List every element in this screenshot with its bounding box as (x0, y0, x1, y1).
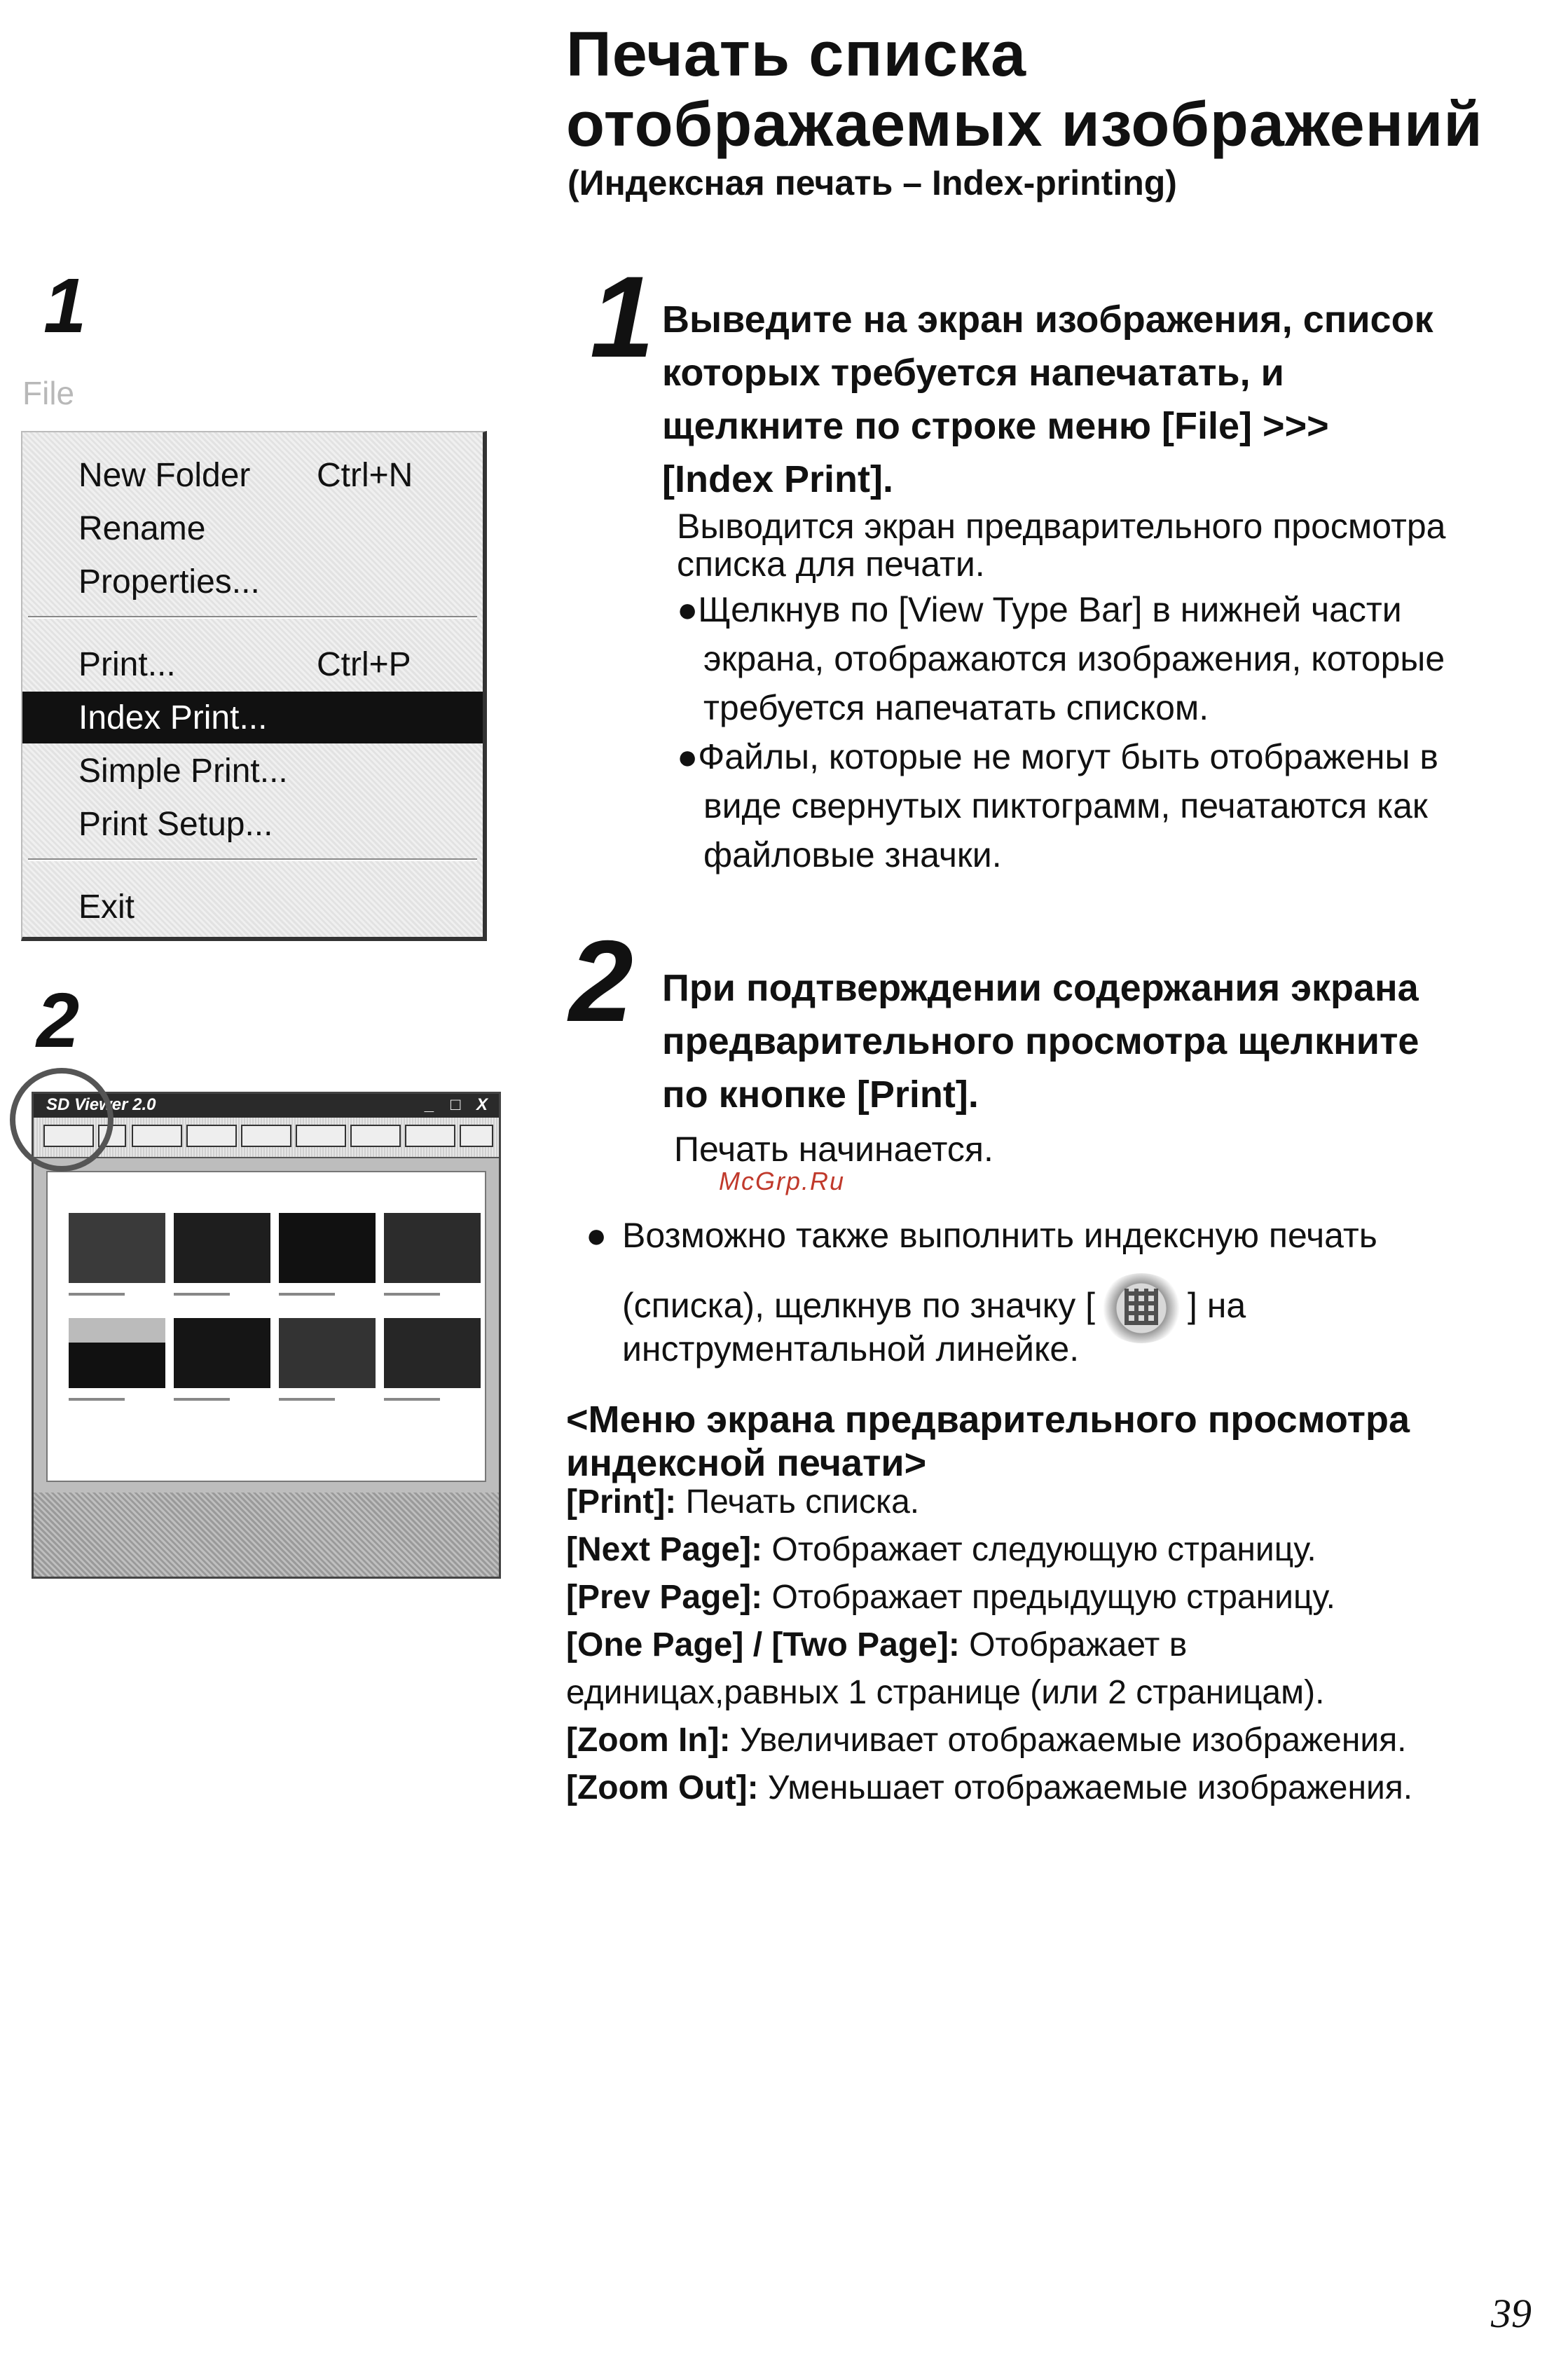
step-1-number: 1 (590, 252, 654, 381)
toolbar-button[interactable] (460, 1125, 493, 1147)
index-print-icon[interactable] (1099, 1273, 1183, 1343)
heading-line: Выведите на экран изображения, список (662, 299, 1433, 341)
bullet-line: файловые значки. (703, 835, 1002, 874)
step-1-body (677, 507, 1446, 583)
step-1-heading (662, 293, 1433, 506)
bullet-line: экрана, отображаются изображения, которые (703, 639, 1445, 678)
def-text: Увеличивает отображаемые изображения. (730, 1722, 1407, 1759)
def-text: Отображает следующую страницу. (762, 1531, 1316, 1568)
def-key: [Zoom Out]: (566, 1769, 759, 1806)
definition-prev-page (566, 1574, 1412, 1621)
def-text: единицах,равных 1 странице (или 2 страницам). (566, 1674, 1325, 1711)
def-text: Уменьшает отображаемые изображения. (758, 1769, 1413, 1806)
def-text: Отображает предыдущую страницу. (762, 1579, 1335, 1616)
menu-item-exit[interactable] (22, 881, 483, 933)
definition-zoom-out (566, 1764, 1412, 1812)
page-subtitle: (Индексная печать – Index-printing) (568, 163, 1177, 203)
step-2-body: Печать начинается. (674, 1130, 993, 1169)
thumbnail-caption (174, 1398, 230, 1401)
toolbar-button[interactable] (186, 1125, 237, 1147)
menu-item-label: Index Print... (78, 699, 268, 736)
bullet-line: виде свернутых пиктограмм, печатаются как (703, 786, 1428, 825)
heading-line: [Index Print]. (662, 458, 894, 500)
definition-continuation (566, 1669, 1412, 1717)
step-1-bullet-2 (677, 732, 1438, 879)
step-2-heading (662, 961, 1419, 1121)
definition-zoom-in (566, 1717, 1412, 1764)
thumbnail-caption (384, 1293, 440, 1296)
heading-line: При подтверждении содержания экрана (662, 967, 1419, 1009)
file-menu-screenshot (21, 431, 487, 941)
bullet-text: ] на (1188, 1286, 1246, 1325)
toolbar-button[interactable] (350, 1125, 401, 1147)
left-step-1-number: 1 (43, 263, 87, 349)
menu-item-shortcut: Ctrl+N (317, 457, 413, 494)
menu-item-simple-print[interactable] (22, 745, 483, 797)
left-step-2-number: 2 (36, 977, 80, 1064)
definition-one-two-page (566, 1621, 1412, 1669)
menu-item-label: Print Setup... (78, 806, 273, 843)
menu-separator (28, 858, 477, 861)
menu-title-line: индексной печати> (566, 1442, 927, 1484)
thumbnail-caption (69, 1398, 125, 1401)
definition-next-page (566, 1526, 1412, 1574)
menu-item-label: Properties... (78, 563, 260, 601)
bullet-line: ●Файлы, которые не могут быть отображены в (677, 737, 1438, 776)
watermark: McGrp.Ru (719, 1167, 846, 1195)
highlight-circle (10, 1068, 114, 1172)
viewer-title: SD Viewer 2.0 (46, 1095, 156, 1114)
menu-title-line: <Меню экрана предварительного просмотра (566, 1399, 1410, 1441)
def-key: [Prev Page]: (566, 1579, 763, 1616)
def-text: Печать списка. (676, 1483, 920, 1521)
thumbnail (279, 1213, 376, 1283)
menu-item-shortcut: Ctrl+P (317, 646, 411, 683)
window-buttons[interactable]: _ □ X (425, 1095, 493, 1114)
thumbnail (174, 1318, 270, 1388)
thumbnail (384, 1213, 481, 1283)
body-line: списка для печати. (677, 544, 985, 584)
menu-item-label: Rename (78, 510, 206, 547)
view-type-bar[interactable] (34, 1493, 499, 1577)
step-2-bullet-line-3: инструментальной линейке. (622, 1329, 1080, 1368)
heading-line: щелкните по строке меню [File] >>> (662, 405, 1329, 447)
thumbnail-caption (174, 1293, 230, 1296)
bullet-line: требуется напечатать списком. (703, 688, 1209, 727)
menu-item-properties[interactable] (22, 556, 483, 608)
toolbar-button[interactable] (132, 1125, 182, 1147)
menu-item-print[interactable] (22, 638, 483, 690)
menu-separator (28, 616, 477, 619)
heading-line: предварительного просмотра щелкните (662, 1020, 1419, 1062)
body-line: Выводится экран предварительного просмотра (677, 507, 1446, 546)
bullet-line: ●Щелкнув по [View Type Bar] в нижней части (677, 590, 1402, 629)
def-key: [Zoom In]: (566, 1722, 731, 1759)
definition-print (566, 1479, 1412, 1526)
thumbnail (279, 1318, 376, 1388)
menu-definitions (566, 1479, 1412, 1812)
thumbnail (384, 1318, 481, 1388)
step-2-bullet-mark: ● (586, 1216, 607, 1255)
menu-section-title (566, 1398, 1410, 1485)
step-2-number: 2 (569, 917, 633, 1045)
heading-line: которых требуется напечатать, и (662, 352, 1284, 394)
page-title (566, 20, 1483, 160)
heading-line: по кнопке [Print]. (662, 1073, 979, 1116)
def-key: [Next Page]: (566, 1531, 763, 1568)
title-line-1: Печать списка (566, 20, 1027, 90)
preview-page (46, 1171, 486, 1482)
thumbnail (69, 1318, 165, 1388)
bullet-text: (списка), щелкнув по значку [ (622, 1286, 1095, 1325)
thumbnail (69, 1213, 165, 1283)
step-2-bullet-line-1: Возможно также выполнить индексную печать (622, 1216, 1377, 1255)
menu-item-print-setup[interactable] (22, 798, 483, 850)
def-text: Отображает в (959, 1626, 1188, 1663)
thumbnail-caption (69, 1293, 125, 1296)
menu-item-label: Print... (78, 646, 176, 683)
menu-item-label: New Folder (78, 457, 251, 494)
title-line-2: отображаемых изображений (566, 90, 1483, 160)
step-1-bullet-1 (677, 585, 1445, 732)
file-menu-label: File (22, 375, 75, 411)
def-key: [One Page] / [Two Page]: (566, 1626, 960, 1663)
thumbnail (174, 1213, 270, 1283)
thumbnail-caption (279, 1398, 335, 1401)
page-number: 39 (1491, 2291, 1532, 2336)
menu-item-index-print[interactable] (22, 692, 483, 743)
menu-item-rename[interactable] (22, 502, 483, 554)
menu-item-new-folder[interactable] (22, 449, 483, 501)
toolbar-button[interactable] (405, 1125, 455, 1147)
menu-item-label: Exit (78, 889, 135, 926)
viewer-screenshot (32, 1092, 501, 1579)
toolbar-button[interactable] (296, 1125, 346, 1147)
thumbnail-caption (279, 1293, 335, 1296)
menu-item-label: Simple Print... (78, 753, 288, 790)
thumbnail-caption (384, 1398, 440, 1401)
toolbar-button[interactable] (241, 1125, 291, 1147)
def-key: [Print]: (566, 1483, 677, 1521)
